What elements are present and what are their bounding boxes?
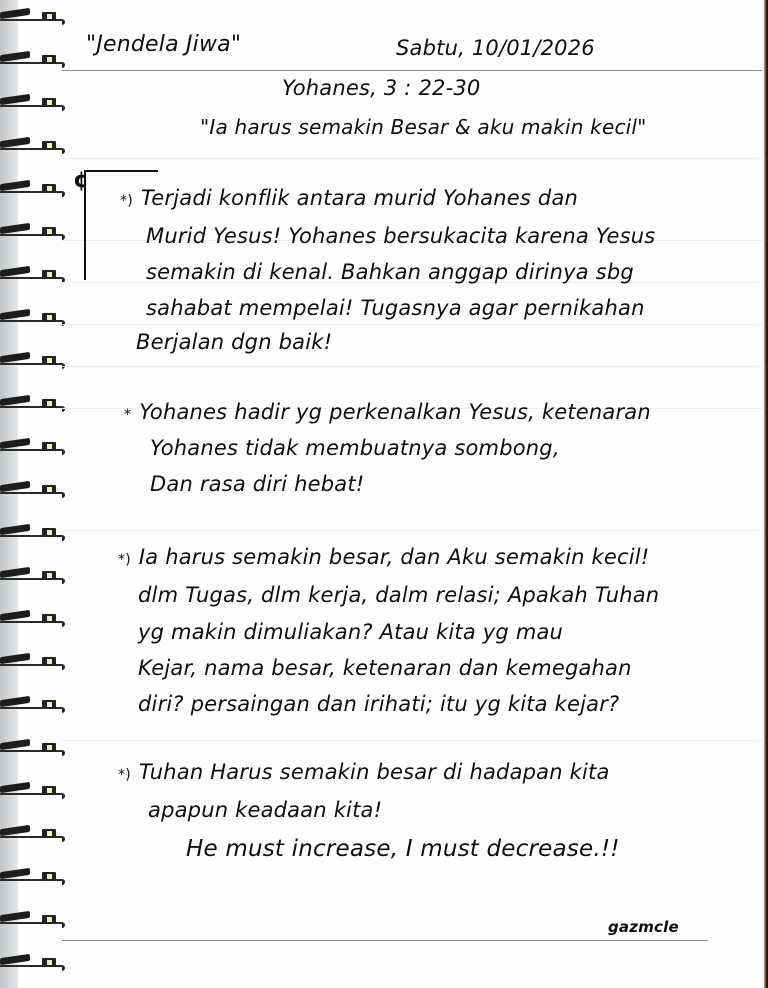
section-line: * Yohanes hadir yg perkenalkan Yesus, ketenaran (124, 400, 651, 424)
section-line: *) Terjadi konflik antara murid Yohanes dan (120, 186, 579, 210)
spiral-binding (0, 0, 66, 988)
punch-hole (42, 786, 56, 795)
punch-hole (42, 958, 56, 967)
bullet-icon: * (124, 407, 132, 423)
journal-title: "Jendela Jiwa" (86, 32, 242, 57)
ruled-line (62, 530, 762, 531)
section-line: diri? persaingan dan irihati; itu yg kita kejar? (138, 692, 620, 716)
punch-hole (42, 915, 56, 924)
section-line: Berjalan dgn baik! (136, 330, 333, 354)
coil-wire (0, 309, 30, 320)
section-line: dlm Tugas, dlm kerja, dalm relasi; Apakah Tuhan (138, 583, 660, 607)
closing-statement: He must increase, I must decrease.!! (186, 836, 620, 862)
signature: gazmcle (608, 918, 679, 936)
spiral-coil (0, 305, 66, 333)
coil-wire (0, 782, 30, 793)
punch-hole (42, 528, 56, 537)
punch-hole (42, 657, 56, 666)
spiral-coil (0, 90, 66, 118)
spiral-coil (0, 434, 66, 462)
spiral-coil (0, 649, 66, 677)
coil-wire (0, 94, 30, 105)
coil-wire (0, 438, 30, 449)
footer-rule (62, 940, 708, 941)
header-rule (62, 70, 762, 71)
coil-wire (0, 696, 30, 707)
margin-mark-icon: ¢ (73, 168, 89, 193)
punch-hole (42, 270, 56, 279)
punch-hole (42, 485, 56, 494)
punch-hole (42, 872, 56, 881)
punch-hole (42, 399, 56, 408)
spiral-coil (0, 47, 66, 75)
coil-wire (0, 653, 30, 664)
coil-wire (0, 868, 30, 879)
section-line: sahabat mempelai! Tugasnya agar pernikahan (146, 296, 645, 320)
section-line: Murid Yesus! Yohanes bersukacita karena Yesus (146, 224, 656, 248)
punch-hole (42, 55, 56, 64)
coil-wire (0, 524, 30, 535)
ruled-line (62, 324, 762, 325)
ruled-line (62, 366, 762, 367)
spiral-coil (0, 391, 66, 419)
coil-wire (0, 481, 30, 492)
punch-hole (42, 356, 56, 365)
spiral-coil (0, 176, 66, 204)
section-line: apapun keadaan kita! (148, 798, 383, 822)
bullet-icon: *) (118, 767, 131, 783)
spiral-coil (0, 477, 66, 505)
spiral-coil (0, 219, 66, 247)
ruled-line (62, 740, 762, 741)
journal-date: Sabtu, 10/01/2026 (396, 36, 595, 60)
section-line: Dan rasa diri hebat! (150, 472, 365, 496)
spiral-coil (0, 606, 66, 634)
coil-wire (0, 51, 30, 62)
coil-wire (0, 137, 30, 148)
spiral-coil (0, 907, 66, 935)
coil-wire (0, 825, 30, 836)
spiral-coil (0, 821, 66, 849)
punch-hole (42, 829, 56, 838)
coil-wire (0, 223, 30, 234)
punch-hole (42, 227, 56, 236)
coil-wire (0, 180, 30, 191)
coil-wire (0, 266, 30, 277)
punch-hole (42, 98, 56, 107)
punch-hole (42, 571, 56, 580)
coil-wire (0, 739, 30, 750)
punch-hole (42, 442, 56, 451)
spiral-coil (0, 4, 66, 32)
section-line: Kejar, nama besar, ketenaran dan kemegahan (138, 656, 632, 680)
bullet-icon: *) (120, 193, 133, 209)
punch-hole (42, 184, 56, 193)
page-edge (764, 0, 768, 988)
coil-wire (0, 610, 30, 621)
punch-hole (42, 614, 56, 623)
coil-wire (0, 567, 30, 578)
spiral-coil (0, 133, 66, 161)
coil-wire (0, 911, 30, 922)
ruled-line (62, 158, 762, 159)
coil-wire (0, 8, 30, 19)
punch-hole (42, 743, 56, 752)
section-line: *) Ia harus semakin besar, dan Aku semakin kecil! (118, 545, 650, 569)
punch-hole (42, 12, 56, 21)
section-line: Yohanes tidak membuatnya sombong, (150, 436, 560, 460)
bullet-icon: *) (118, 552, 131, 568)
spiral-coil (0, 735, 66, 763)
coil-wire (0, 352, 30, 363)
coil-wire (0, 954, 30, 965)
spiral-coil (0, 563, 66, 591)
spiral-coil (0, 864, 66, 892)
section-line: semakin di kenal. Bahkan anggap dirinya sbg (146, 260, 634, 284)
punch-hole (42, 313, 56, 322)
spiral-coil (0, 520, 66, 548)
coil-wire (0, 395, 30, 406)
spiral-coil (0, 348, 66, 376)
scripture-reference: Yohanes, 3 : 22-30 (282, 76, 481, 100)
spiral-coil (0, 692, 66, 720)
theme-quote: "Ia harus semakin Besar & aku makin kecil" (200, 115, 647, 139)
section-line: *) Tuhan Harus semakin besar di hadapan kita (118, 760, 610, 784)
spiral-coil (0, 950, 66, 978)
punch-hole (42, 141, 56, 150)
section-line: yg makin dimuliakan? Atau kita yg mau (138, 620, 564, 644)
punch-hole (42, 700, 56, 709)
spiral-coil (0, 778, 66, 806)
spiral-coil (0, 262, 66, 290)
